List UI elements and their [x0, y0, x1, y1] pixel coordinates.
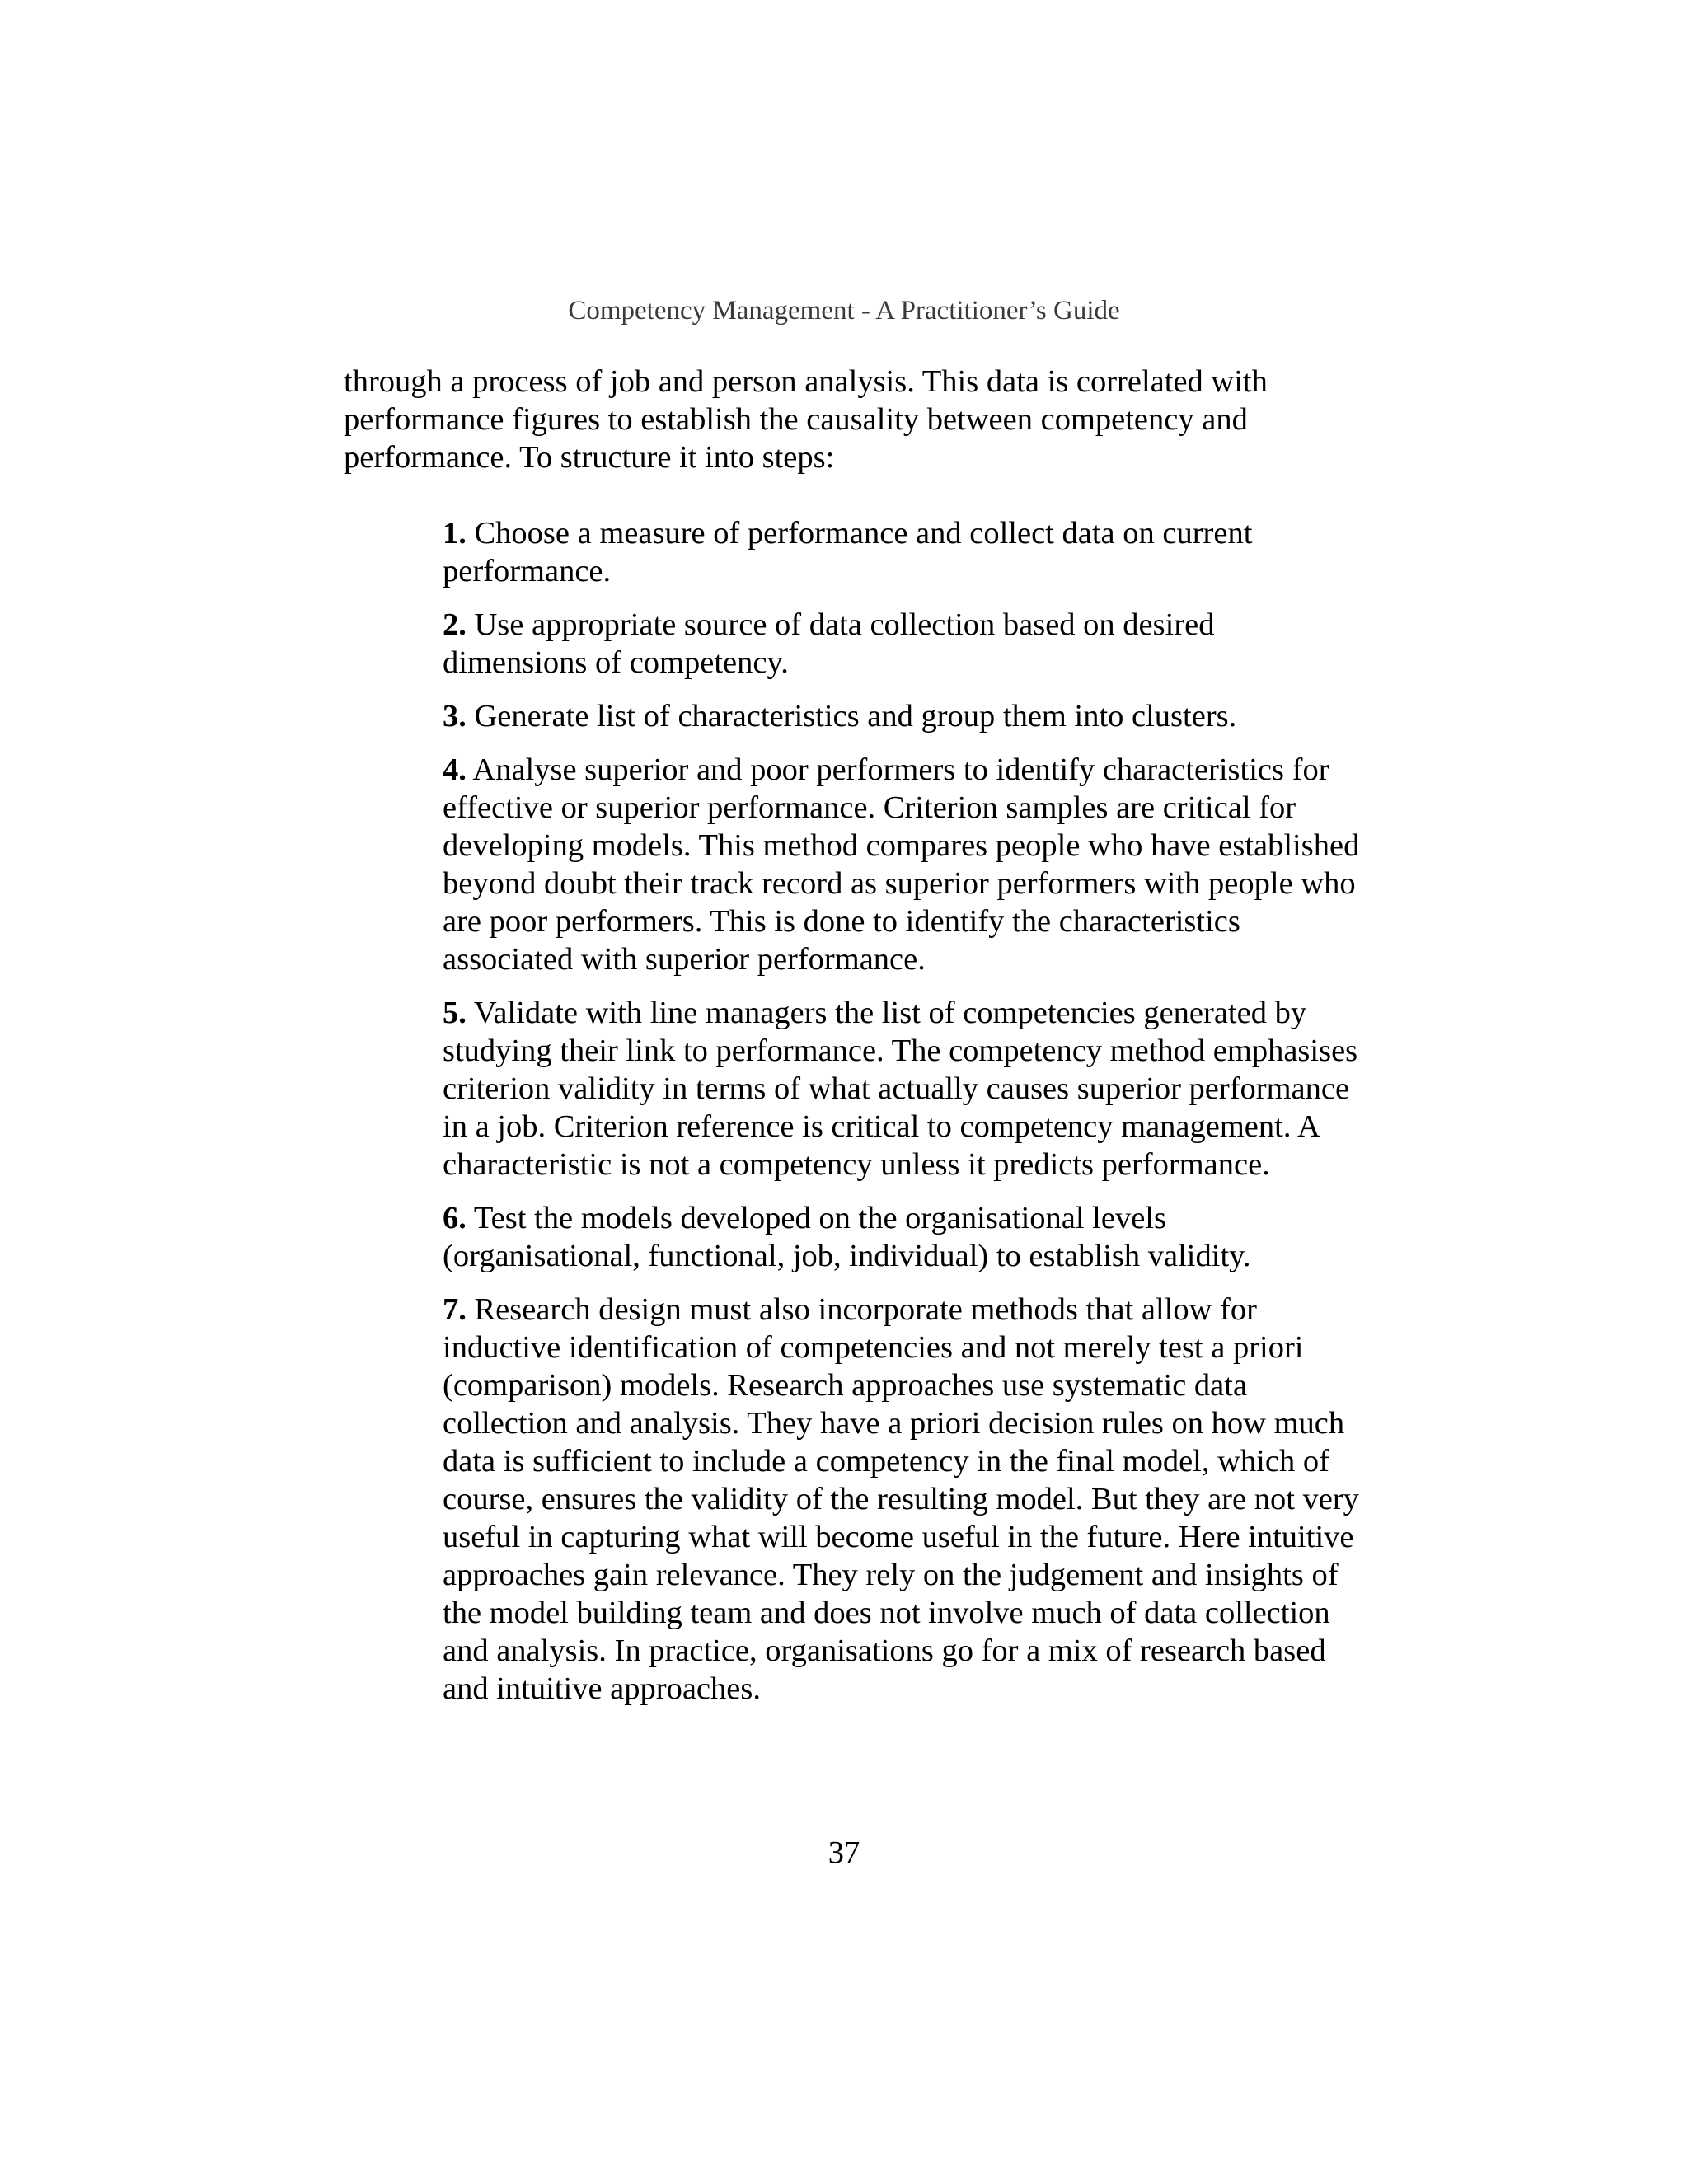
page-number: 37	[828, 1835, 860, 1870]
list-item	[443, 606, 1362, 682]
step-number: 2.	[443, 607, 467, 642]
step-number: 5.	[443, 996, 467, 1030]
step-number: 6.	[443, 1201, 467, 1235]
step-text: Validate with line managers the list of competencies generated by studying their link to performance. The competency method emphasises criterion validity in terms of what actually causes superior performance in a job. Criterion reference is critical to competency management. A characteristic is not a competency unless it predicts performance.	[443, 996, 1358, 1182]
step-number: 4.	[443, 752, 467, 787]
steps-list	[443, 514, 1362, 1723]
intro-paragraph: through a process of job and person analysis. This data is correlated with performance figures to establish the causality between competency and performance. To structure it into steps:	[344, 364, 1268, 475]
step-text: Generate list of characteristics and group them into clusters.	[474, 699, 1237, 733]
step-text: Analyse superior and poor performers to identify characteristics for effective or superior performance. Criterion samples are critical for developing models. This method compares people who have established beyond doubt their track record as superior performers with people who are poor performers. This is done to identify the characteristics associated with superior performance.	[443, 752, 1360, 977]
step-text: Research design must also incorporate methods that allow for inductive identification of competencies and not merely test a priori (comparison) models. Research approaches use systematic data collection and analysis. They have a priori decision rules on how much data is sufficient to include a competency in the final model, which of course, ensures the validity of the resulting model. But they are not very useful in capturing what will become useful in the future. Here intuitive approaches gain relevance. They rely on the judgement and insights of the model building team and does not involve much of data collection and analysis. In practice, organisations go for a mix of research based and intuitive approaches.	[443, 1292, 1359, 1706]
step-text: Use appropriate source of data collection based on desired dimensions of competency.	[443, 607, 1215, 680]
list-item	[443, 1199, 1362, 1275]
running-header: Competency Management - A Practitioner’s Guide	[568, 296, 1120, 326]
list-item	[443, 514, 1362, 590]
step-text: Test the models developed on the organisational levels (organisational, functional, job, individual) to establish validity.	[443, 1201, 1251, 1273]
list-item	[443, 994, 1362, 1183]
step-number: 1.	[443, 516, 467, 551]
list-item	[443, 697, 1362, 735]
list-item	[443, 1291, 1362, 1708]
step-number: 7.	[443, 1292, 467, 1327]
step-text: Choose a measure of performance and collect data on current performance.	[443, 516, 1253, 588]
step-number: 3.	[443, 699, 467, 733]
list-item	[443, 751, 1362, 978]
